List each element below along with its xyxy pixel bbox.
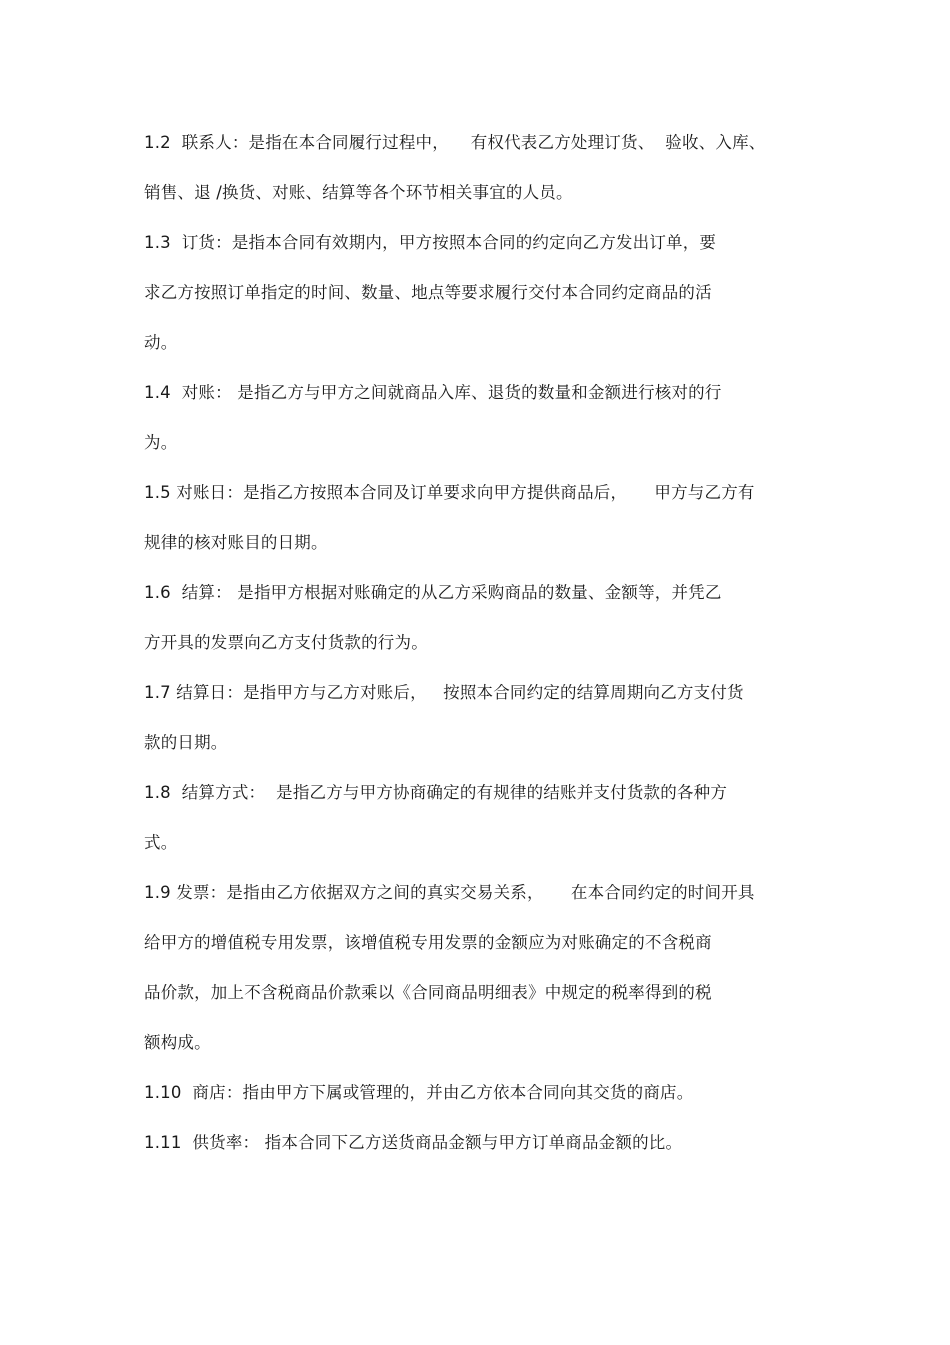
clause-1-4-line-1: 1.4 对账： 是指乙方与甲方之间就商品入库、退货的数量和金额进行核对的行 [144,383,722,402]
clause-1-7-line-1: 1.7 结算日：是指甲方与乙方对账后， 按照本合同约定的结算周期向乙方支付货 [144,683,744,702]
clause-1-3-line-1: 1.3 订货：是指本合同有效期内，甲方按照本合同的约定向乙方发出订单，要 [144,233,717,252]
clause-1-2-line-1: 1.2 联系人：是指在本合同履行过程中， 有权代表乙方处理订货、 验收、入库、 [144,133,766,152]
clause-1-9-line-3: 品价款，加上不含税商品价款乘以《合同商品明细表》中规定的税率得到的税 [144,983,712,1002]
clause-1-2-line-2: 销售、退 /换货、对账、结算等各个环节相关事宜的人员。 [144,183,573,202]
clause-1-9-line-2: 给甲方的增值税专用发票，该增值税专用发票的金额应为对账确定的不含税商 [144,933,712,952]
clause-1-9-line-4: 额构成。 [144,1033,211,1052]
clause-1-11-line-1: 1.11 供货率： 指本合同下乙方送货商品金额与甲方订单商品金额的比。 [144,1133,683,1152]
clause-1-6-line-1: 1.6 结算： 是指甲方根据对账确定的从乙方采购商品的数量、金额等，并凭乙 [144,583,722,602]
clause-1-8-line-2: 式。 [144,833,178,852]
clause-1-5-line-1: 1.5 对账日：是指乙方按照本合同及订单要求向甲方提供商品后， 甲方与乙方有 [144,483,755,502]
clause-1-9-line-1: 1.9 发票：是指由乙方依据双方之间的真实交易关系， 在本合同约定的时间开具 [144,883,755,902]
clause-1-7-line-2: 款的日期。 [144,733,228,752]
clause-1-3-line-3: 动。 [144,333,178,352]
clause-1-3-line-2: 求乙方按照订单指定的时间、数量、地点等要求履行交付本合同约定商品的活 [144,283,712,302]
clause-1-8-line-1: 1.8 结算方式： 是指乙方与甲方协商确定的有规律的结账并支付货款的各种方 [144,783,728,802]
clause-1-4-line-2: 为。 [144,433,178,452]
clause-1-5-line-2: 规律的核对账目的日期。 [144,533,328,552]
clause-1-6-line-2: 方开具的发票向乙方支付货款的行为。 [144,633,428,652]
clause-1-10-line-1: 1.10 商店：指由甲方下属或管理的，并由乙方依本合同向其交货的商店。 [144,1083,694,1102]
